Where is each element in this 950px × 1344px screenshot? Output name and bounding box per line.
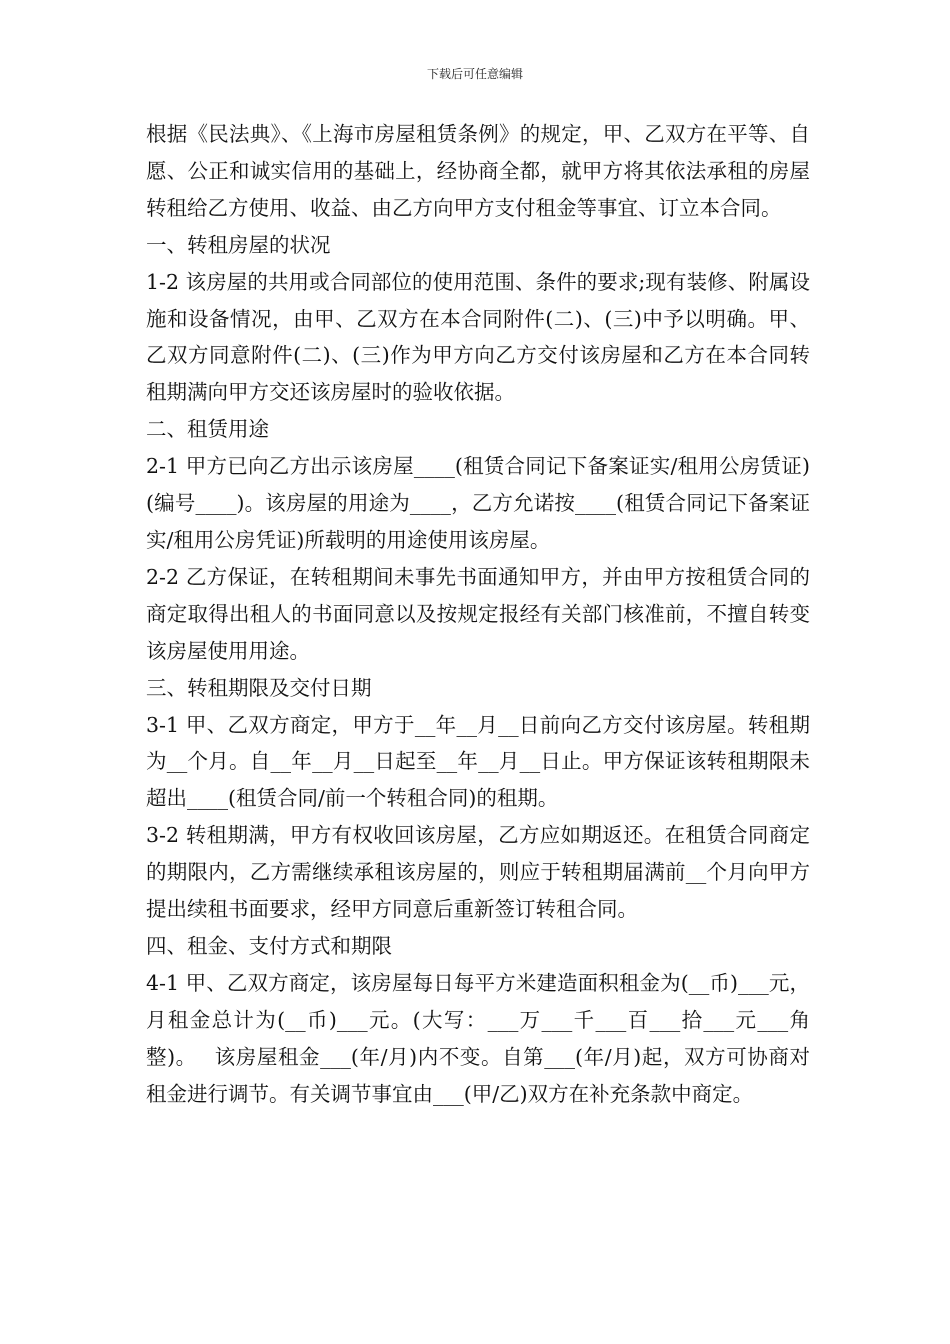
clause-2-2: 2-2 乙方保证，在转租期间未事先书面通知甲方，并由甲方按租赁合同的商定取得出租人的书面同意以及按规定报经有关部门核准前，不擅自转变该房屋使用用途。 — [146, 564, 810, 663]
document-body — [146, 116, 810, 1112]
section-heading-3: 三、转租期限及交付日期 — [146, 675, 372, 700]
section-heading-2: 二、租赁用途 — [146, 417, 269, 442]
clause-3-2: 3-2 转租期满，甲方有权收回该房屋，乙方应如期返还。在租赁合同商定的期限内，乙方需继续承租该房屋的，则应于转租期届满前__个月向甲方提出续租书面要求，经甲方同意后重新签订转租合同。 — [146, 823, 810, 922]
page-header: 下载后可任意编辑 — [426, 67, 523, 81]
clause-4-1: 4-1 甲、乙双方商定，该房屋每日每平方米建造面积租金为(__币)___元，月租金总计为(__币)___元。(大写：___万___千___百___拾___元___角整)。 该房屋租金___(年/月)内不变。自第___(年/月)起，双方可协商对租金进行调节。有关调节事宜由___(甲/乙)双方在补充条款中商定。 — [146, 970, 810, 1106]
section-heading-1: 一、转租房屋的状况 — [146, 232, 331, 257]
preamble-paragraph: 根据《民法典》、《上海市房屋租赁条例》的规定，甲、乙双方在平等、自愿、公正和诚实信用的基础上，经协商全都，就甲方将其依法承租的房屋转租给乙方使用、收益、由乙方向甲方支付租金等事宜、订立本合同。 — [146, 122, 810, 220]
clause-3-1: 3-1 甲、乙双方商定，甲方于__年__月__日前向乙方交付该房屋。转租期为__个月。自__年__月__日起至__年__月__日止。甲方保证该转租期限未超出____(租赁合同/前一个转租合同)的租期。 — [146, 712, 810, 811]
clause-1-2: 1-2 该房屋的共用或合同部位的使用范围、条件的要求;现有装修、附属设施和设备情况，由甲、乙双方在本合同附件(二)、(三)中予以明确。甲、乙双方同意附件(二)、(三)作为甲方向乙方交付该房屋和乙方在本合同转租期满向甲方交还该房屋时的验收依据。 — [146, 269, 810, 405]
clause-2-1: 2-1 甲方已向乙方出示该房屋____(租赁合同记下备案证实/租用公房赁证)(编号____)。该房屋的用途为____，乙方允诺按____(租赁合同记下备案证实/租用公房凭证)所载明的用途使用该房屋。 — [146, 454, 810, 552]
section-heading-4: 四、租金、支付方式和期限 — [146, 933, 392, 958]
